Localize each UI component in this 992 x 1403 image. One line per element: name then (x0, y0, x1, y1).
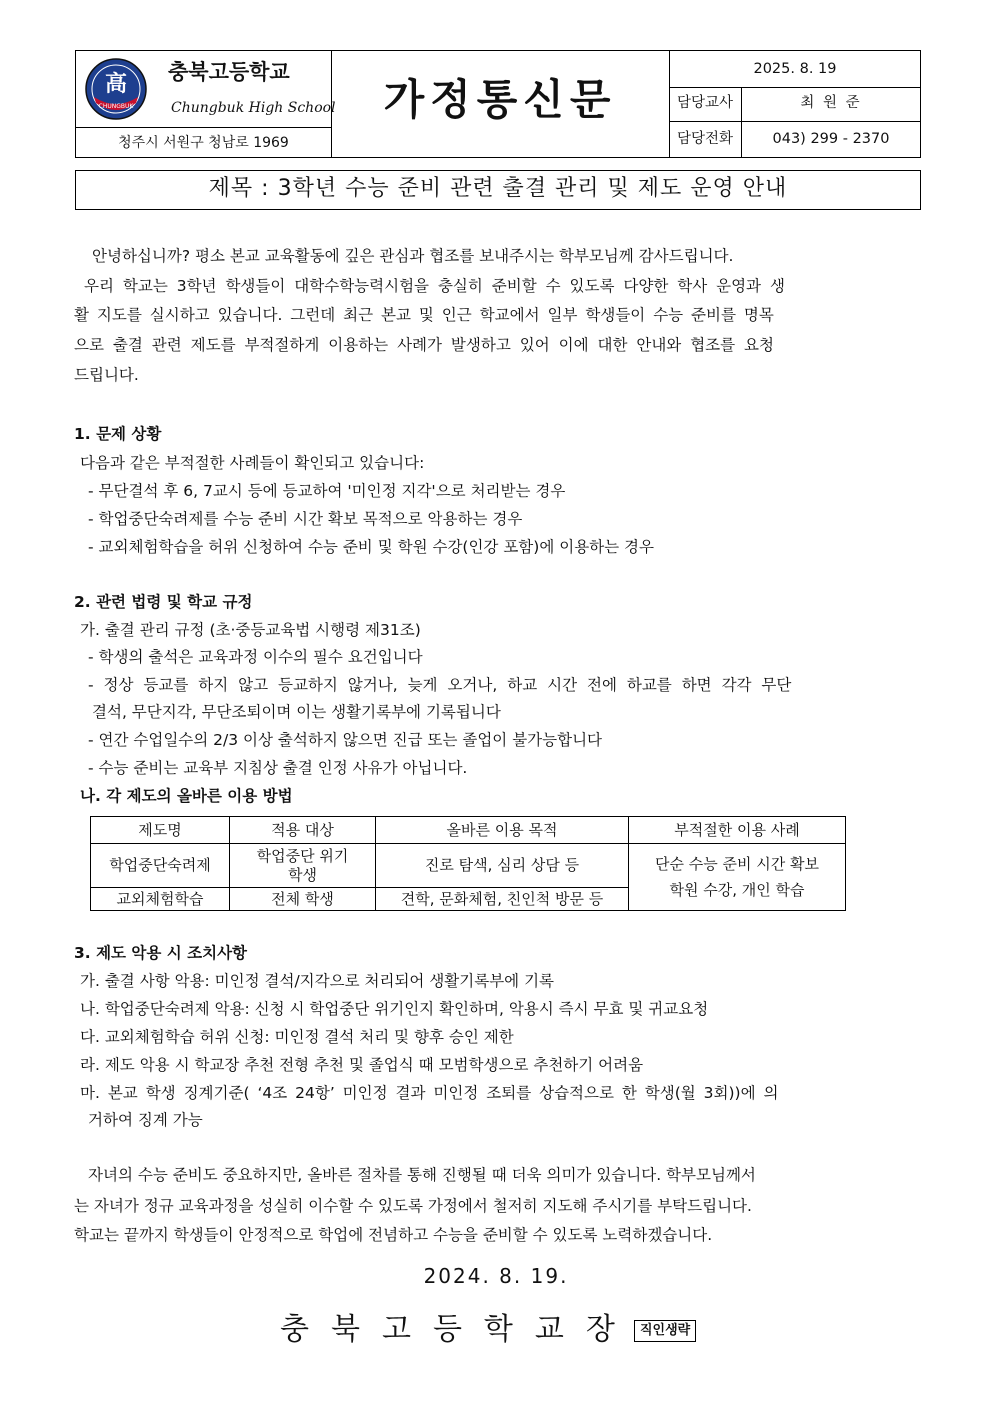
section-line: 나. 학업중단숙려제 악용: 신청 시 학업중단 위기인지 확인하며, 악용시 즉시 무효 및 귀교요청 (80, 1000, 709, 1018)
table-cell: 학업중단숙려제 (91, 844, 230, 888)
section-line: - 교외체험학습을 허위 신청하여 수능 준비 및 학원 수강(인강 포함)에 이용하는 경우 (88, 538, 654, 556)
table-cell: 교외체험학습 (91, 888, 230, 911)
school-name: 충북고등학교 (168, 60, 290, 84)
school-address: 청주시 서원구 청남로 1969 (118, 135, 289, 151)
divider (669, 121, 920, 122)
cell-line: 학업중단 위기 (256, 846, 349, 865)
divider (76, 127, 331, 128)
table-header: 올바른 이용 목적 (376, 817, 629, 844)
logo-char: 高 (104, 71, 128, 97)
section-line: - 연간 수업일수의 2/3 이상 출석하지 않으면 진급 또는 졸업이 불가능합니다 (88, 731, 603, 749)
school-logo (84, 57, 148, 121)
section-line: 다. 교외체험학습 허위 신청: 미인정 결석 처리 및 향후 승인 제한 (80, 1028, 514, 1046)
intro-line: 활 지도를 실시하고 있습니다. 그런데 최근 본교 및 인근 학교에서 일부 학생들이 수능 준비를 명목 (74, 306, 774, 324)
intro-line: 안녕하십니까? 평소 본교 교육활동에 깊은 관심과 협조를 보내주시는 학부모님께 감사드립니다. (92, 247, 734, 265)
intro-line: 우리 학교는 3학년 학생들이 대학수학능력시험을 충실히 준비할 수 있도록 다양한 학사 운영과 생 (84, 277, 785, 295)
closing-line: 학교는 끝까지 학생들이 안정적으로 학업에 전념하고 수능을 준비할 수 있도록 노력하겠습니다. (74, 1226, 713, 1244)
section-line: - 학업중단숙려제를 수능 준비 시간 확보 목적으로 악용하는 경우 (88, 510, 523, 528)
seal-omitted-stamp: 직인생략 (634, 1320, 696, 1342)
phone-number: 043) 299 - 2370 (772, 131, 890, 147)
subject-line: 제목 : 3학년 수능 준비 관련 출결 관리 및 제도 운영 안내 (75, 170, 921, 210)
principal-name: 충북고등학교장 (280, 1312, 637, 1347)
table-header: 적용 대상 (230, 817, 376, 844)
cell-line: 학원 수강, 개인 학습 (669, 881, 805, 899)
divider (669, 87, 920, 88)
document-date: 2025. 8. 19 (753, 61, 837, 77)
logo-text: CHUNGBUK (98, 103, 134, 110)
section-line: 결석, 무단지각, 무단조퇴이며 이는 생활기록부에 기록됩니다 (92, 703, 501, 721)
section-line: - 학생의 출석은 교육과정 이수의 필수 요건입니다 (88, 648, 423, 666)
section-line: - 정상 등교를 하지 않고 등교하지 않거나, 늦게 오거나, 하교 시간 전에 하교를 하면 각각 무단 (88, 676, 792, 694)
table-header: 부적절한 이용 사례 (629, 817, 846, 844)
table-cell: 전체 학생 (230, 888, 376, 911)
table-cell: 진로 탐색, 심리 상담 등 (376, 844, 629, 888)
teacher-label: 담당교사 (676, 95, 734, 111)
school-name-en: Chungbuk High School (171, 100, 336, 116)
cell-line: 단순 수능 준비 시간 확보 (655, 855, 819, 873)
document-title: 가정통신문 (383, 75, 617, 124)
section-line: 라. 제도 악용 시 학교장 추천 전형 추천 및 졸업식 때 모범학생으로 추천하기 어려움 (80, 1056, 644, 1074)
section-line: 거하여 징계 가능 (88, 1111, 203, 1129)
table-header: 제도명 (91, 817, 230, 844)
closing-line: 자녀의 수능 준비도 중요하지만, 올바른 절차를 통해 진행될 때 더욱 의미가 있습니다. 학부모님께서 (88, 1166, 756, 1184)
programs-table (90, 816, 846, 911)
closing-line: 는 자녀가 정규 교육과정을 성실히 이수할 수 있도록 가정에서 철저히 지도해 주시기를 부탁드립니다. (74, 1197, 752, 1215)
intro-line: 드립니다. (74, 366, 139, 384)
section-title: 2. 관련 법령 및 학교 규정 (74, 593, 253, 611)
intro-line: 으로 출결 관련 제도를 부적절하게 이용하는 사례가 발생하고 있어 이에 대한 안내와 협조를 요청 (74, 336, 775, 354)
teacher-name: 최 원 준 (800, 95, 862, 111)
section-title: 3. 제도 악용 시 조치사항 (74, 944, 248, 962)
table-cell (230, 844, 376, 888)
table-cell: 견학, 문화체험, 친인척 방문 등 (376, 888, 629, 911)
section-title: 1. 문제 상황 (74, 425, 162, 443)
header-box (75, 50, 921, 158)
cell-line: 학생 (288, 865, 317, 884)
section-line: 마. 본교 학생 징계기준( ‘4조 24항’ 미인정 결과 미인정 조퇴를 상습적으로 한 학생(월 3회))에 의 (80, 1084, 779, 1102)
table-cell (629, 844, 846, 911)
section-line: 가. 출결 관리 규정 (초·중등교육법 시행령 제31조) (80, 621, 421, 639)
sub-title: 나. 각 제도의 올바른 이용 방법 (80, 787, 293, 805)
phone-label: 담당전화 (676, 131, 734, 147)
section-line: 다음과 같은 부적절한 사례들이 확인되고 있습니다: (80, 454, 425, 472)
section-line: - 수능 준비는 교육부 지침상 출결 인정 사유가 아닙니다. (88, 759, 468, 777)
section-line: 가. 출결 사항 악용: 미인정 결석/지각으로 처리되어 생활기록부에 기록 (80, 972, 555, 990)
signature-date: 2024. 8. 19. (423, 1264, 569, 1288)
section-line: - 무단결석 후 6, 7교시 등에 등교하여 '미인정 지각'으로 처리받는 경우 (88, 482, 566, 500)
